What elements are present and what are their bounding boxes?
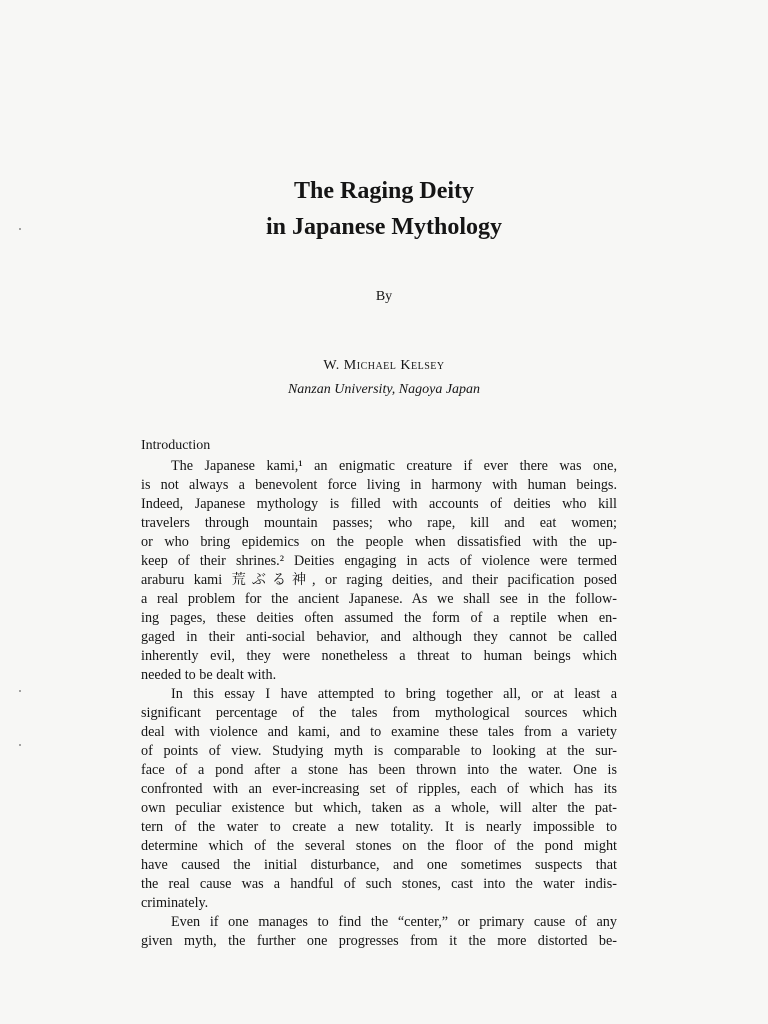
body-line: given myth, the further one progresses from it the more distorted be- bbox=[141, 933, 617, 949]
body-line: is not always a benevolent force living in harmony with human beings. bbox=[141, 477, 617, 493]
title-line-2: in Japanese Mythology bbox=[265, 214, 502, 240]
body-line: determine which of the several stones on the floor of the pond might bbox=[141, 838, 617, 854]
body-line: travelers through mountain passes; who rape, kill and eat women; bbox=[141, 515, 617, 531]
body-line: or who bring epidemics on the people when dissatisfied with the up- bbox=[141, 534, 617, 550]
body-line: the real cause was a handful of such stones, cast into the water indis- bbox=[141, 876, 617, 892]
scan-speck bbox=[19, 228, 21, 230]
author-affiliation: Nanzan University, Nagoya Japan bbox=[287, 382, 481, 397]
body-line: tern of the water to create a new totality. It is nearly impossible to bbox=[141, 819, 617, 835]
body-line: own peculiar existence but which, taken as a whole, will alter the pat- bbox=[141, 800, 617, 816]
body-line: gaged in their anti-social behavior, and although they cannot be called bbox=[141, 629, 617, 645]
body-line: confronted with an ever-increasing set of ripples, each of which has its bbox=[141, 781, 617, 797]
body-line: needed to be dealt with. bbox=[141, 667, 277, 683]
body-line: deal with violence and kami, and to examine these tales from a variety bbox=[141, 724, 617, 740]
body-line: araburu kami 荒ぶる神, or raging deities, and their pacification posed bbox=[141, 572, 617, 588]
body-line: The Japanese kami,¹ an enigmatic creature if ever there was one, bbox=[171, 458, 617, 474]
body-line: ing pages, these deities often assumed the form of a reptile when en- bbox=[141, 610, 617, 626]
title-line-1: The Raging Deity bbox=[294, 178, 474, 204]
scan-speck bbox=[19, 690, 21, 692]
body-line: of points of view. Studying myth is comparable to looking at the sur- bbox=[141, 743, 617, 759]
body-line: Indeed, Japanese mythology is filled with accounts of deities who kill bbox=[141, 496, 617, 512]
body-text bbox=[141, 457, 617, 951]
body-line: In this essay I have attempted to bring together all, or at least a bbox=[171, 686, 617, 702]
body-line: keep of their shrines.² Deities engaging in acts of violence were termed bbox=[141, 553, 617, 569]
body-line: Even if one manages to find the “center,” or primary cause of any bbox=[171, 914, 617, 930]
section-heading: Introduction bbox=[141, 438, 211, 453]
byline: By bbox=[375, 289, 393, 304]
body-line: criminately. bbox=[141, 895, 209, 911]
body-line: have caused the initial disturbance, and one sometimes suspects that bbox=[141, 857, 617, 873]
body-line: inherently evil, they were nonetheless a threat to human beings which bbox=[141, 648, 617, 664]
body-line: face of a pond after a stone has been thrown into the water. One is bbox=[141, 762, 617, 778]
body-line: significant percentage of the tales from mythological sources which bbox=[141, 705, 617, 721]
scan-speck bbox=[19, 744, 21, 746]
body-line: a real problem for the ancient Japanese. As we shall see in the follow- bbox=[141, 591, 617, 607]
author-name: W. Michael Kelsey bbox=[323, 358, 445, 373]
